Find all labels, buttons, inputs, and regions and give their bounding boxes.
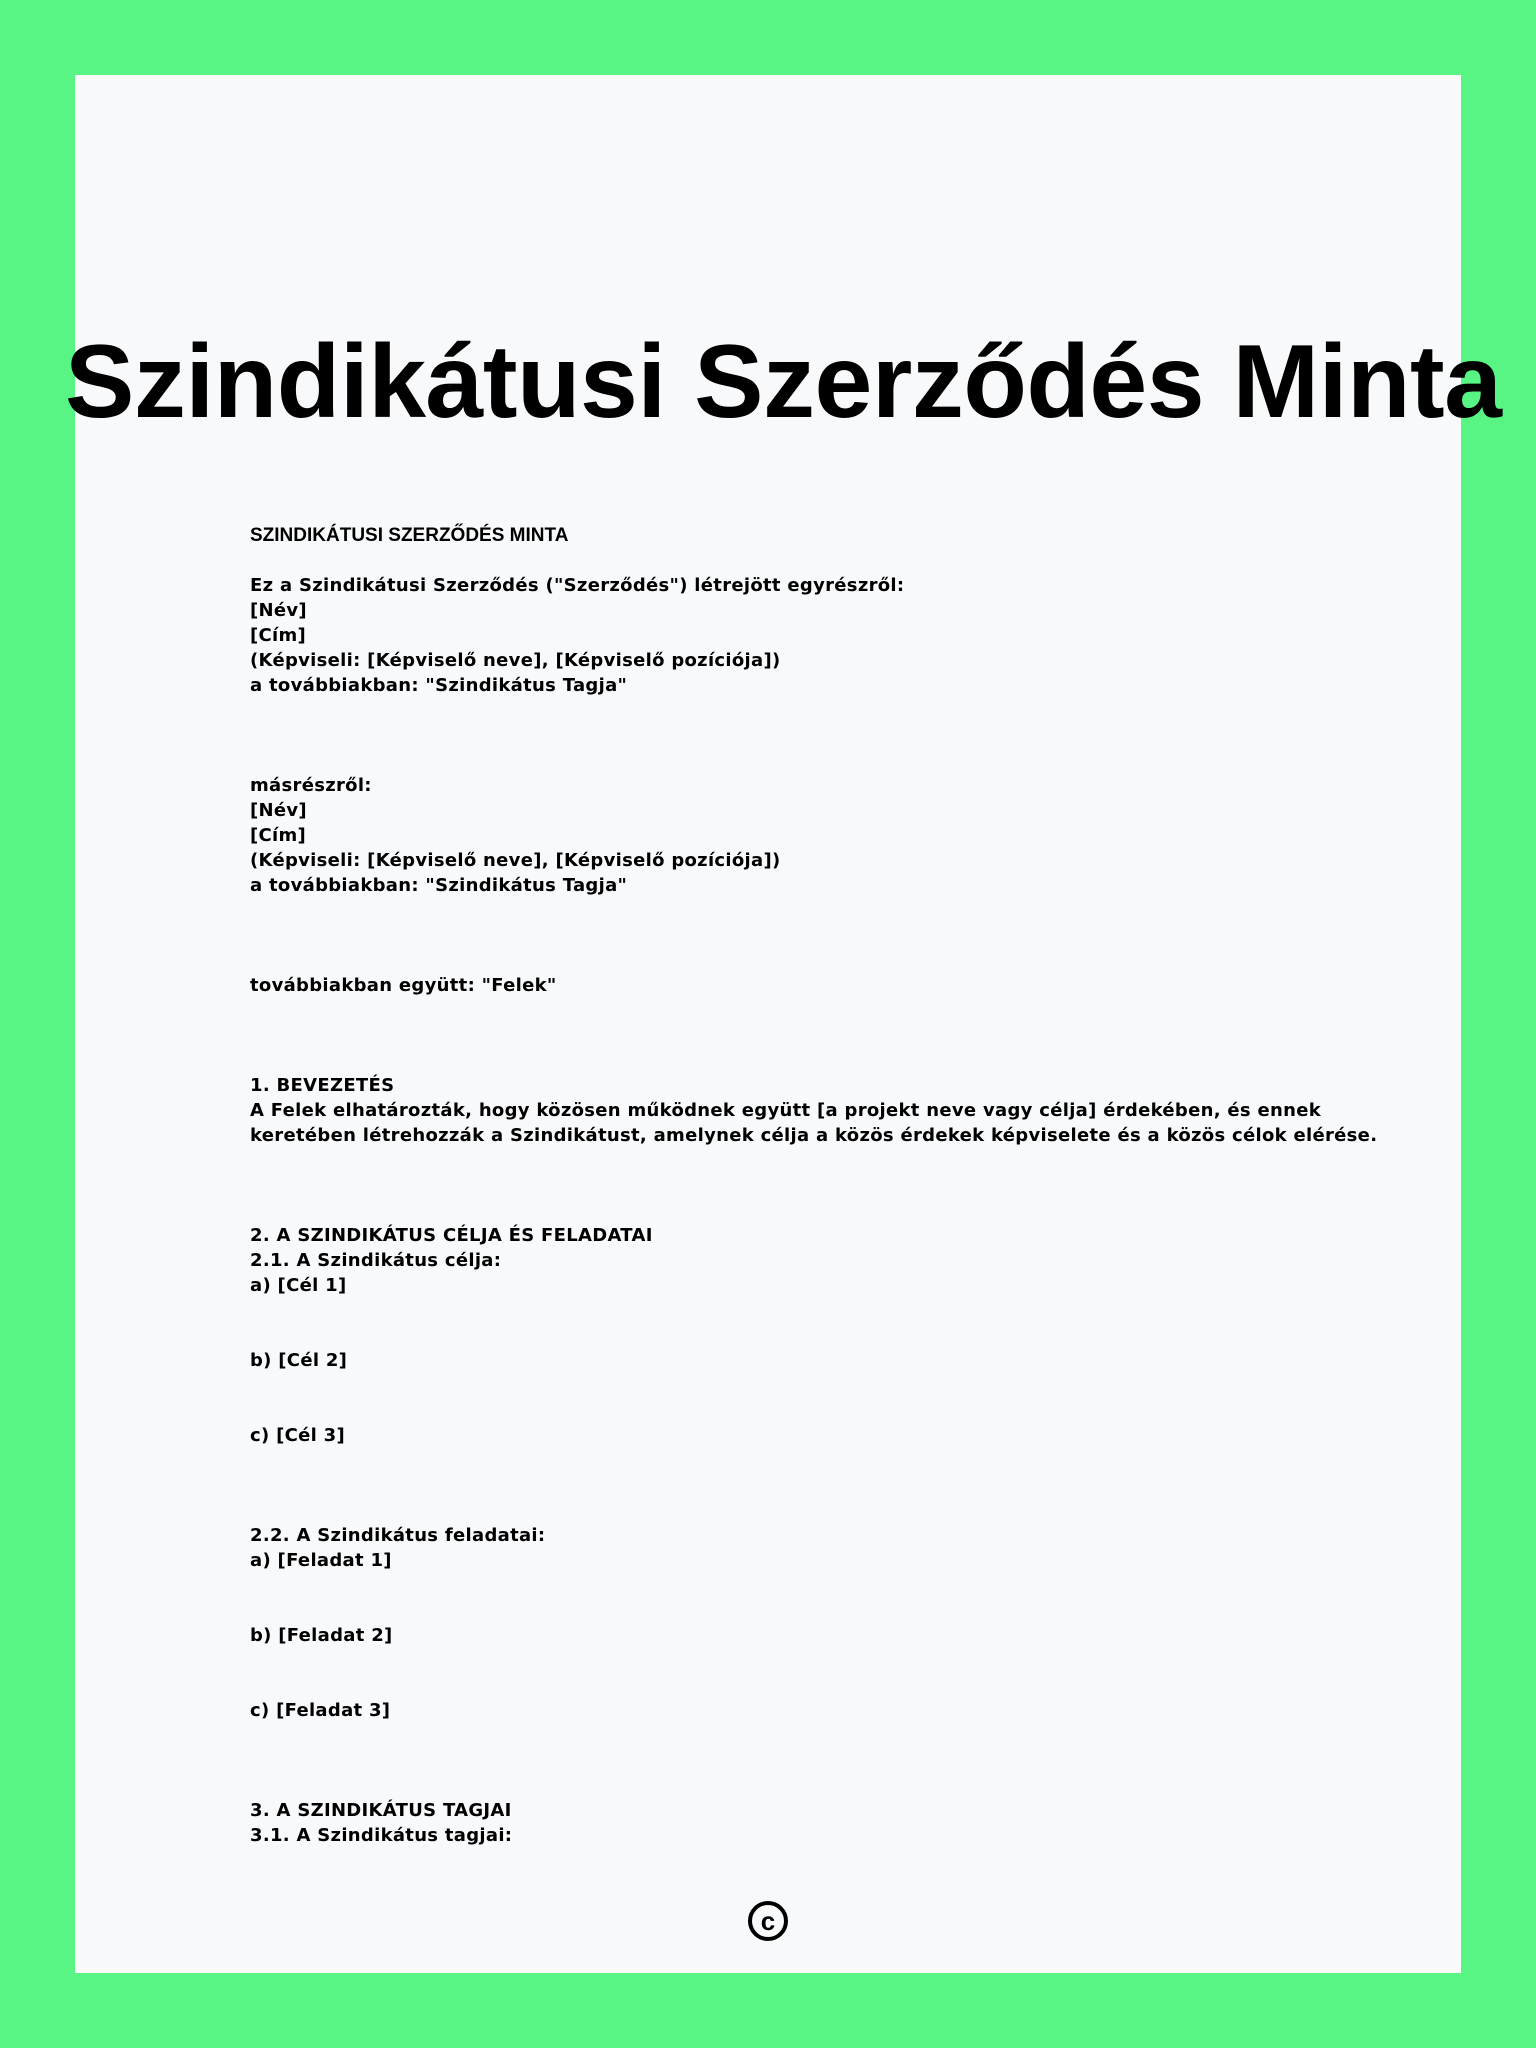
text-line [250, 1023, 1350, 1048]
text-line: Ez a Szindikátusi Szerződés ("Szerződés") létrejött egyrészről: [250, 575, 905, 596]
text-line: b) [Feladat 2] [250, 1625, 393, 1646]
text-line [250, 1748, 1350, 1773]
text-line: továbbiakban együtt: "Felek" [250, 975, 557, 996]
text-line [250, 1398, 1350, 1423]
document-page [65, 75, 1502, 1973]
text-line [250, 723, 1350, 748]
text-line: keretében létrehozzák a Szindikátust, amelynek célja a közös érdekek képviselete és a közös célok elérése. [250, 1125, 1378, 1146]
text-line [250, 1298, 1350, 1323]
text-line: b) [Cél 2] [250, 1350, 348, 1371]
document-big-title: Szindikátusi Szerződés Minta [65, 324, 1502, 440]
text-line [250, 923, 1350, 948]
text-line: [Név] [250, 600, 307, 621]
text-line [250, 998, 1350, 1023]
text-line [250, 748, 1350, 773]
text-line [250, 548, 1350, 573]
text-line [250, 1448, 1350, 1473]
document-heading: SZINDIKÁTUSI SZERZŐDÉS MINTA [250, 525, 569, 546]
text-line: c) [Cél 3] [250, 1425, 345, 1446]
text-line [250, 1148, 1350, 1173]
section-heading: 2. A SZINDIKÁTUS CÉLJA ÉS FELADATAI [250, 1225, 653, 1246]
text-line [250, 698, 1350, 723]
text-line [250, 1473, 1350, 1498]
text-line: [Cím] [250, 825, 307, 846]
text-line [250, 1173, 1350, 1198]
text-line: (Képviseli: [Képviselő neve], [Képviselő pozíciója]) [250, 850, 781, 871]
text-line [250, 1723, 1350, 1748]
text-line [250, 1573, 1350, 1598]
text-line [250, 1373, 1350, 1398]
section-heading [250, 1773, 1350, 1798]
text-line: 3. A SZINDIKÁTUS TAGJAI [250, 1800, 512, 1821]
text-line: c) [Feladat 3] [250, 1700, 391, 1721]
text-line: [Cím] [250, 625, 307, 646]
text-line [250, 1323, 1350, 1348]
text-line: a továbbiakban: "Szindikátus Tagja" [250, 875, 628, 896]
text-line: a) [Feladat 1] [250, 1550, 392, 1571]
text-line: [Név] [250, 800, 307, 821]
text-line: a) [Cél 1] [250, 1275, 347, 1296]
text-line [250, 1048, 1350, 1073]
text-line: A Felek elhatározták, hogy közösen működnek együtt [a projekt neve vagy célja] érdekében, és ennek [250, 1100, 1321, 1121]
text-line [250, 948, 1350, 973]
text-line [250, 1673, 1350, 1698]
text-line [250, 1598, 1350, 1623]
text-line: 3.1. A Szindikátus tagjai: [250, 1825, 513, 1846]
text-line: 2.2. A Szindikátus feladatai: [250, 1525, 546, 1546]
text-line: (Képviseli: [Képviselő neve], [Képviselő pozíciója]) [250, 650, 781, 671]
text-line [250, 898, 1350, 923]
document-body [250, 523, 1378, 1848]
section-heading: 1. BEVEZETÉS [250, 1075, 395, 1096]
text-line [250, 1198, 1350, 1223]
copyright-icon: c [748, 1901, 788, 1941]
text-line [250, 1498, 1350, 1523]
text-line [250, 1648, 1350, 1673]
text-line: 2.1. A Szindikátus célja: [250, 1250, 502, 1271]
text-line: a továbbiakban: "Szindikátus Tagja" [250, 675, 628, 696]
text-line: másrészről: [250, 775, 372, 796]
